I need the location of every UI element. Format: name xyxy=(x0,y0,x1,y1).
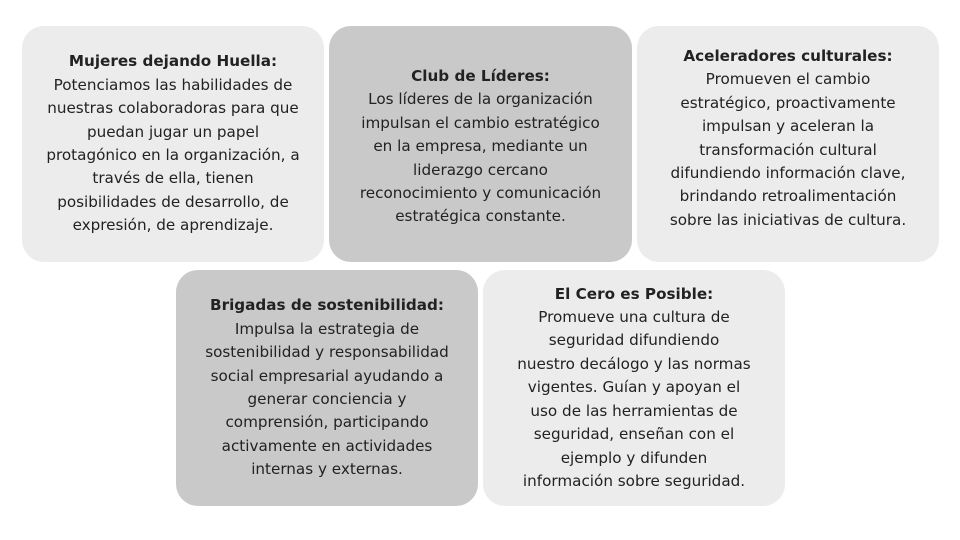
card-title: Mujeres dejando Huella: xyxy=(68,52,278,71)
card-club-de-lideres xyxy=(329,26,632,262)
card-title: Aceleradores culturales: xyxy=(683,47,893,65)
card-description: Promueven el cambio estratégico, proactivamente impulsan y aceleran la transformación cultural difundiendo información clave, brindando retroalimentación sobre las iniciativas de cultura. xyxy=(669,70,907,229)
card-description: Impulsa la estrategia de sostenibilidad y responsabilidad social empresarial ayudando a generar conciencia y comprensión, participando activamente en actividades internas y externas. xyxy=(205,319,449,479)
card-description: Los líderes de la organización impulsan el cambio estratégico en la empresa, mediante un liderazgo cercano reconocimiento y comunicación estratégica constante. xyxy=(359,90,602,226)
card-title: Brigadas de sostenibilidad: xyxy=(210,296,444,315)
card-brigadas-de-sostenibilidad xyxy=(176,270,478,506)
card-aceleradores-culturales xyxy=(637,26,939,262)
card-title: El Cero es Posible: xyxy=(554,284,714,303)
card-description: Potenciamos las habilidades de nuestras colaboradoras para que puedan jugar un papel protagónico en la organización, a través de ella, tienen posibilidades de desarrollo, de expresión, de aprendizaje. xyxy=(46,75,300,235)
card-el-cero-es-posible xyxy=(483,270,785,506)
card-title: Club de Líderes: xyxy=(411,67,550,85)
card-description: Promueve una cultura de seguridad difundiendo nuestro decálogo y las normas vigentes. Guían y apoyan el uso de las herramientas de seguridad, enseñan con el ejemplo y difunden información sobre seguridad. xyxy=(517,308,751,490)
card-mujeres-dejando-huella xyxy=(22,26,324,262)
